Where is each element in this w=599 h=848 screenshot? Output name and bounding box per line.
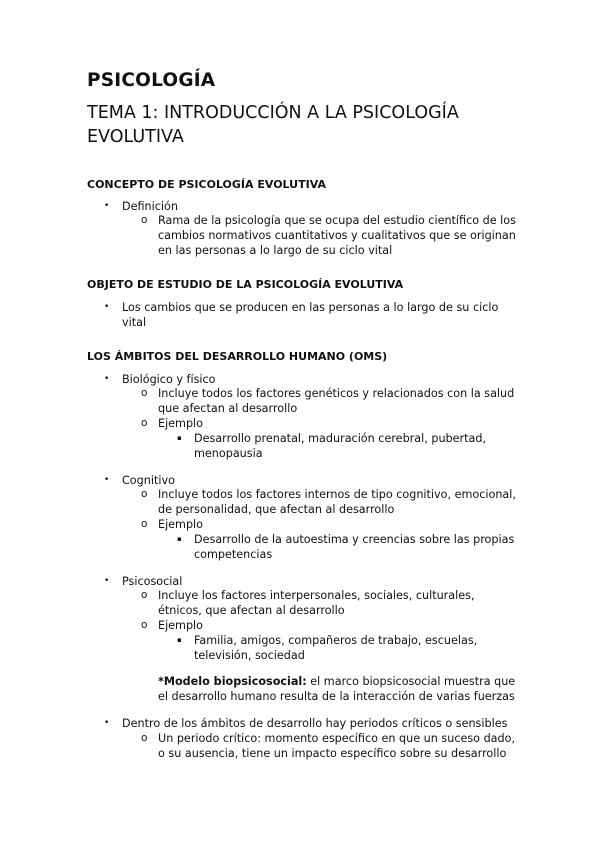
list-item: que afectan al desarrollo — [158, 402, 298, 415]
list-item: Desarrollo prenatal, maduración cerebral, pubertad, — [194, 432, 487, 445]
section-heading-objeto: OBJETO DE ESTUDIO DE LA PSICOLOGÍA EVOLUTIVA — [87, 278, 404, 291]
document-subtitle: TEMA 1: INTRODUCCIÓN A LA PSICOLOGÍA EVOLUTIVA — [87, 103, 459, 147]
list-item: étnicos, que afectan al desarrollo — [158, 604, 345, 617]
bullet-l2: o — [141, 518, 148, 530]
list-item: Un periodo crítico: momento específico en que un suceso dado, — [158, 732, 516, 745]
bullet-l3: ▪ — [177, 636, 182, 644]
list-item: competencias — [194, 548, 273, 561]
section-heading-ambitos: LOS ÁMBITOS DEL DESARROLLO HUMANO (OMS) — [87, 350, 388, 363]
list-item: vital — [122, 316, 147, 329]
list-item: Psicosocial — [122, 575, 183, 588]
document-title: PSICOLOGÍA — [87, 70, 216, 91]
list-item: Ejemplo — [158, 417, 204, 430]
list-item: Cognitivo — [122, 474, 175, 487]
bullet-l2: o — [141, 619, 148, 631]
model-note-label: *Modelo biopsicosocial: — [158, 675, 307, 688]
list-item: Definición — [122, 200, 178, 213]
list-item: Biológico y físico — [122, 373, 216, 386]
definition-line: Rama de la psicología que se ocupa del estudio científico de los — [158, 214, 516, 227]
bullet-l1: • — [104, 302, 110, 312]
section-heading-concepto: CONCEPTO DE PSICOLOGÍA EVOLUTIVA — [87, 178, 326, 191]
list-item: de personalidad, que afectan al desarrollo — [158, 503, 395, 516]
bullet-l2: o — [141, 214, 148, 226]
bullet-l1: • — [104, 718, 110, 728]
list-item: Incluye todos los factores genéticos y relacionados con la salud — [158, 387, 515, 400]
bullet-l1: • — [104, 201, 110, 211]
bullet-l2: o — [141, 417, 148, 429]
model-note-text: el marco biopsicosocial muestra que — [306, 675, 516, 688]
bullet-l1: • — [104, 576, 110, 586]
bullet-l2: o — [141, 488, 148, 500]
list-item: menopausia — [194, 447, 263, 460]
model-note — [158, 674, 515, 689]
list-item: Dentro de los ámbitos de desarrollo hay periodos críticos o sensibles — [122, 717, 508, 730]
list-item: Ejemplo — [158, 518, 204, 531]
definition-line: en las personas a lo largo de su ciclo vital — [158, 244, 393, 257]
list-item: Familia, amigos, compañeros de trabajo, escuelas, — [194, 634, 478, 647]
list-item: Desarrollo de la autoestima y creencias sobre las propias — [194, 533, 515, 546]
list-item: televisión, sociedad — [194, 649, 305, 662]
bullet-l1: • — [104, 475, 110, 485]
list-item: Ejemplo — [158, 619, 204, 632]
list-item: Los cambios que se producen en las personas a lo largo de su ciclo — [122, 301, 499, 314]
bullet-l2: o — [141, 732, 148, 744]
bullet-l2: o — [141, 387, 148, 399]
definition-line: cambios normativos cuantitativos y cualitativos que se originan — [158, 229, 516, 242]
bullet-l2: o — [141, 589, 148, 601]
bullet-l1: • — [104, 374, 110, 384]
list-item: Incluye los factores interpersonales, sociales, culturales, — [158, 589, 475, 602]
list-item: Incluye todos los factores internos de tipo cognitivo, emocional, — [158, 488, 516, 501]
list-item: o su ausencia, tiene un impacto específico sobre su desarrollo — [158, 747, 507, 760]
model-note-line: el desarrollo humano resulta de la interacción de varias fuerzas — [158, 690, 515, 703]
bullet-l3: ▪ — [177, 434, 182, 442]
bullet-l3: ▪ — [177, 535, 182, 543]
